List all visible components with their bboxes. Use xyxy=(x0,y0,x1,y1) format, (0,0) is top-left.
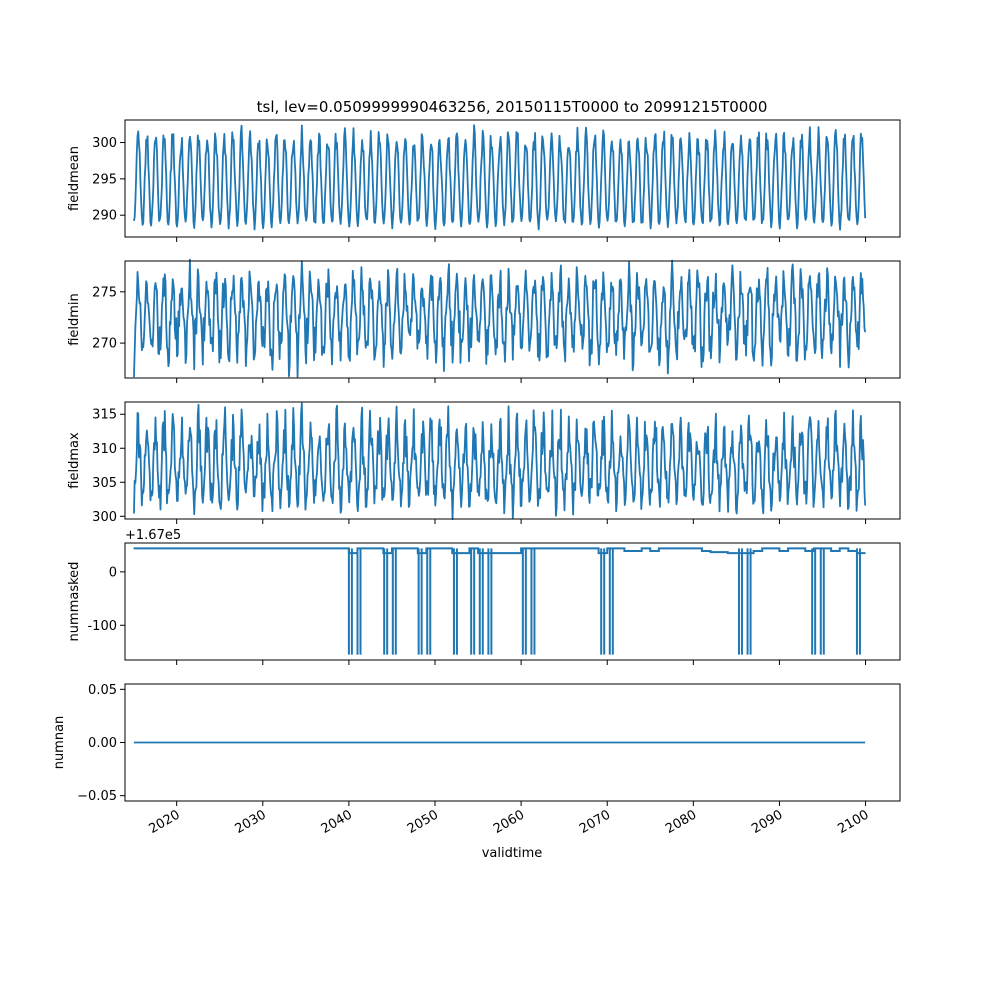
figure-title: tsl, lev=0.0509999990463256, 20150115T0000 to 20991215T0000 xyxy=(256,98,768,116)
y-axis-label: fieldmin xyxy=(67,293,82,346)
y-axis-label: fieldmax xyxy=(67,432,82,489)
x-tick-label: 2090 xyxy=(749,807,786,838)
x-tick-label: 2030 xyxy=(232,807,269,838)
y-tick-label: 0.00 xyxy=(88,736,117,751)
y-tick-label: 300 xyxy=(92,136,117,152)
x-tick-label: 2060 xyxy=(490,807,528,838)
y-tick-label: 275 xyxy=(92,285,117,301)
y-axis-label: nummasked xyxy=(67,561,82,642)
y-tick-label: 270 xyxy=(92,336,117,352)
y-tick-label: -100 xyxy=(87,618,117,634)
x-axis-label: validtime xyxy=(481,846,543,861)
x-tick-label: 2100 xyxy=(835,807,872,838)
y-tick-label: 295 xyxy=(92,172,117,188)
y-tick-label: 315 xyxy=(92,407,117,423)
y-tick-label: 0.05 xyxy=(88,682,117,698)
x-tick-label: 2050 xyxy=(404,807,441,838)
y-offset-label: +1.67e5 xyxy=(125,528,182,543)
x-tick-label: 2080 xyxy=(663,807,700,838)
y-tick-label: 310 xyxy=(92,441,117,457)
x-tick-label: 2070 xyxy=(577,807,614,838)
x-tick-label: 2020 xyxy=(146,807,183,838)
x-tick-label: 2040 xyxy=(318,807,355,838)
y-tick-label: 300 xyxy=(92,509,117,525)
y-tick-label: −0.05 xyxy=(77,789,117,805)
y-tick-label: 305 xyxy=(92,475,117,491)
y-tick-label: 0 xyxy=(108,565,117,581)
y-axis-label: numnan xyxy=(52,715,67,770)
y-axis-label: fieldmean xyxy=(67,146,82,211)
y-tick-label: 290 xyxy=(92,208,117,224)
